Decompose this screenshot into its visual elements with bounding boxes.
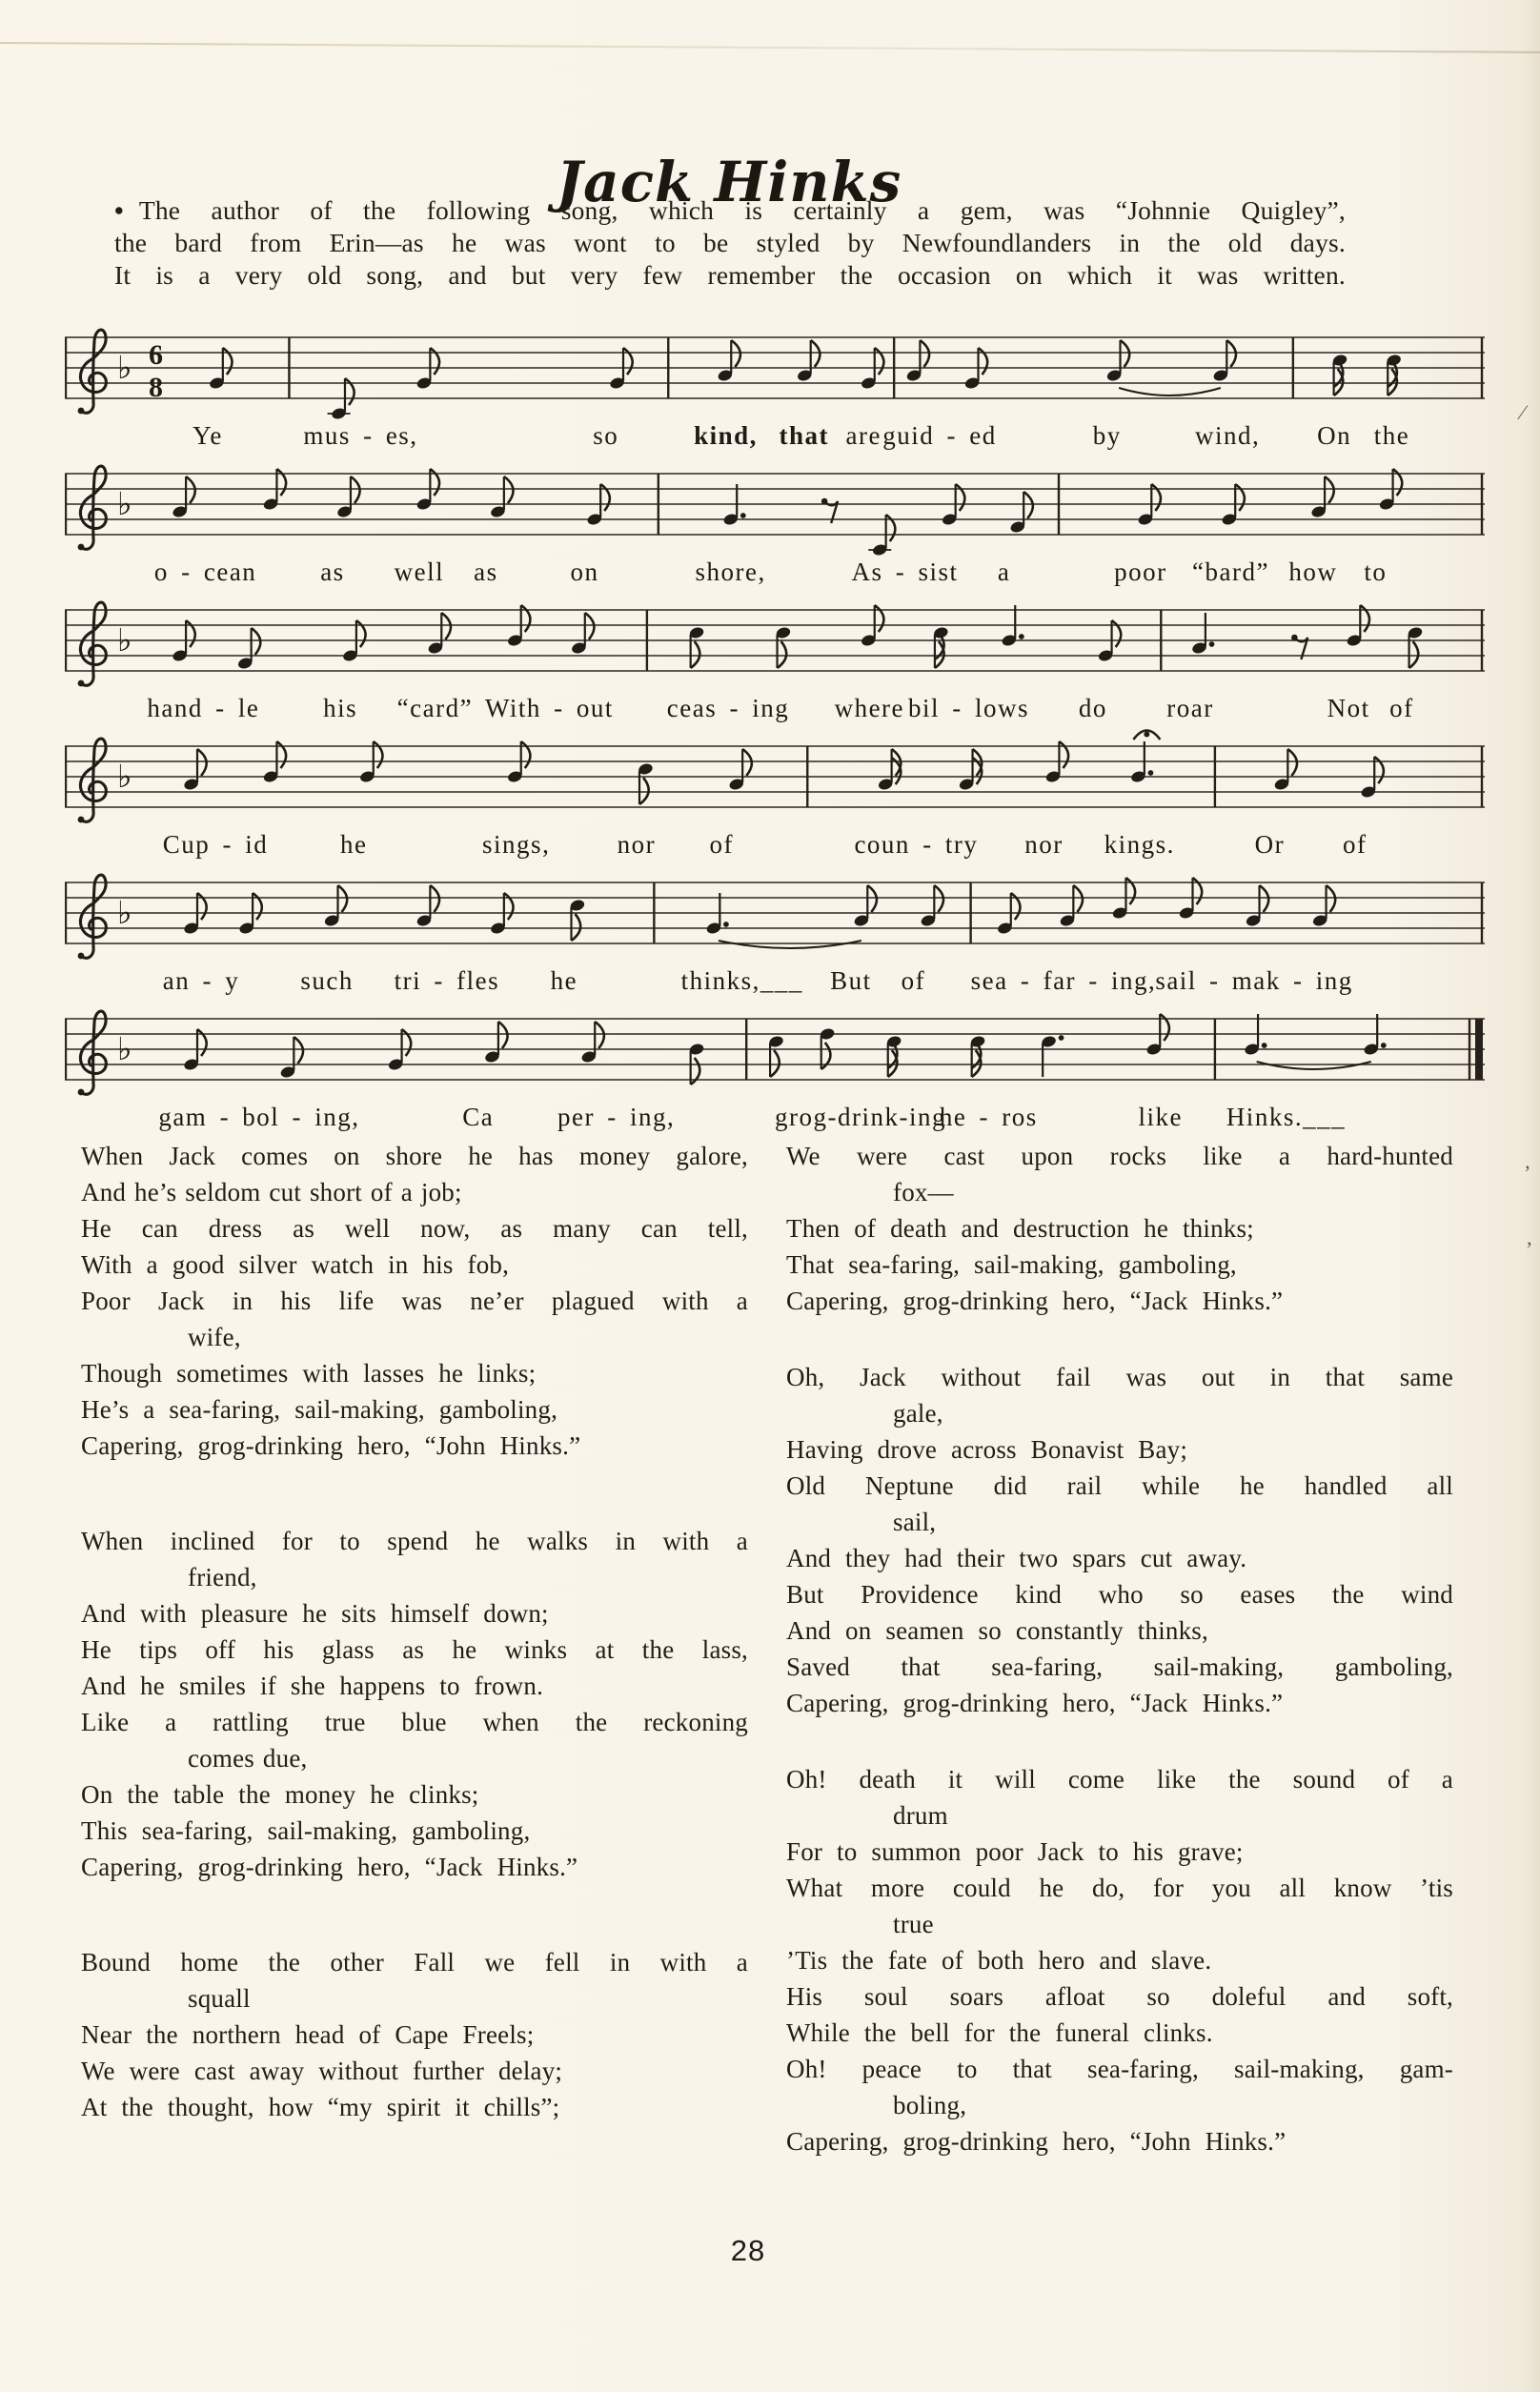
lyric-syllable: per - ing,: [557, 1103, 676, 1131]
slur: [1257, 1062, 1371, 1069]
staff-5: [65, 860, 1485, 996]
fermata-icon: [1133, 731, 1160, 740]
lyric-syllable: sail - mak - ing: [1155, 966, 1353, 995]
lyric-syllable: as: [474, 557, 498, 586]
stanza: [786, 1761, 1453, 2159]
lyrics-column-left: [81, 1138, 748, 2199]
lyric-syllable: as: [320, 557, 345, 586]
lyric-syllable: On: [1317, 421, 1352, 450]
eighth-note: [868, 515, 895, 557]
stanza: [81, 1138, 748, 1464]
time-signature: [149, 339, 163, 403]
lyric-syllable: Or: [1254, 830, 1286, 859]
flat-sign: ♭: [117, 758, 132, 795]
lyric-syllable: of: [1389, 694, 1414, 722]
verse-line: true: [893, 1910, 934, 1938]
verse-line: Capering, grog-drinking hero, “John Hinks.”: [81, 1431, 581, 1460]
staff-6-notation: [65, 996, 1485, 1108]
lyric-syllable: the: [1373, 421, 1410, 450]
lyric-syllable: Ye: [192, 421, 223, 450]
lyric-syllable: wind,: [1195, 421, 1261, 450]
page-title: Jack Hinks: [556, 149, 902, 214]
eighth-note: [1059, 885, 1083, 927]
lyric-syllable: tri - fles: [394, 966, 500, 995]
treble-clef-icon: [78, 330, 107, 414]
eighth-note: [878, 749, 902, 791]
lyric-syllable: Ca: [462, 1103, 495, 1131]
eighth-note: [323, 885, 347, 927]
lyric-syllable: mus - es,: [303, 421, 418, 450]
eighth-note: [1310, 476, 1334, 518]
verse-line: And he’s seldom cut short of a job;: [81, 1178, 462, 1206]
lyric-syllable: As - sist: [851, 557, 959, 586]
staff-3-notation: [65, 587, 1485, 699]
staff-lines: [65, 337, 1485, 398]
verse-line: And he smiles if she happens to frown.: [81, 1672, 544, 1700]
staff-2: [65, 451, 1485, 587]
eighth-note: [775, 626, 791, 668]
lyric-syllable: Hinks.___: [1226, 1103, 1347, 1131]
svg-text:8: 8: [149, 372, 163, 403]
verse-line: Capering, grog-drinking hero, “Jack Hinks.”: [786, 1689, 1284, 1717]
lyric-syllable: on: [570, 557, 599, 586]
stanza: [81, 1944, 748, 2125]
lyric-syllable: so: [593, 421, 619, 450]
sheet-music: [65, 314, 1485, 1132]
eighth-note: [768, 1035, 784, 1077]
lyric-syllable: an - y: [162, 966, 240, 995]
lyric-syllable: like: [1138, 1103, 1183, 1131]
lyric-syllable: he: [550, 966, 578, 995]
lyric-syllable: he: [340, 830, 368, 859]
verse-line: While the bell for the funeral clinks.: [786, 2018, 1213, 2047]
lyric-syllable: of: [1343, 830, 1368, 859]
staff-2-notation: [65, 451, 1485, 563]
stanza: [786, 1359, 1453, 1721]
verse-line: What more could he do, for you all know ’tis: [786, 1874, 1453, 1902]
verse-line: He can dress as well now, as many can tell,: [81, 1214, 748, 1243]
eighth-note: [688, 1043, 704, 1085]
intro-line: [114, 194, 1346, 227]
verse-line: friend,: [188, 1563, 257, 1591]
intro-line: the bard from Erin—as he was wont to be styled by Newfoundlanders in the old days.: [114, 228, 1346, 257]
eighth-note: [959, 749, 983, 791]
verse-line: On the table the money he clinks;: [81, 1780, 479, 1809]
lyric-syllable: his: [323, 694, 358, 722]
verse-line: When inclined for to spend he walks in with a: [81, 1527, 748, 1555]
lyric-syllable: such: [300, 966, 354, 995]
lyric-syllable: of: [709, 830, 734, 859]
lyric-syllable: gam - bol - ing,: [158, 1103, 360, 1131]
verse-line: Then of death and destruction he thinks;: [786, 1214, 1254, 1243]
eighth-note: [638, 762, 654, 804]
staff-5-lyrics: [65, 966, 1485, 997]
eighth-note: [1212, 340, 1236, 382]
verse-line: Oh! peace to that sea-faring, sail-making, gam-: [786, 2055, 1453, 2083]
eighth-note: [728, 749, 752, 791]
verse-line: Having drove across Bonavist Bay;: [786, 1435, 1188, 1464]
eighth-note: [1273, 749, 1297, 791]
lyric-syllable: grog-drink-ing: [775, 1103, 946, 1131]
verse-line: He tips off his glass as he winks at the lass,: [81, 1635, 748, 1664]
lyric-syllable: kind,: [694, 421, 758, 450]
treble-clef-icon: [78, 875, 107, 959]
staff-6: [65, 996, 1485, 1132]
final-barline-thick: [1475, 1019, 1483, 1080]
lyric-syllable: sings,: [482, 830, 551, 859]
eighth-note: [328, 378, 355, 420]
staff-lines: [65, 882, 1485, 943]
lyric-syllable: “card”: [396, 694, 474, 722]
eighth-note: [969, 1035, 985, 1077]
intro-line: It is a very old song, and but very few remember the occasion on which it was written.: [114, 260, 1346, 290]
eighth-note: [933, 626, 949, 668]
verse-line: Capering, grog-drinking hero, “Jack Hinks.”: [81, 1853, 578, 1881]
verse-line: That sea-faring, sail-making, gamboling,: [786, 1250, 1237, 1279]
lyric-syllable: With - out: [485, 694, 614, 722]
lyric-syllable: to: [1364, 557, 1388, 586]
verse-line: For to summon poor Jack to his grave;: [786, 1837, 1244, 1866]
staff-4-notation: [65, 723, 1485, 836]
verse-line: We were cast upon rocks like a hard-hunted: [786, 1142, 1453, 1170]
page-number: 28: [730, 2234, 766, 2267]
verse-line: This sea-faring, sail-making, gamboling,: [81, 1816, 531, 1845]
eighth-note: [886, 1035, 902, 1077]
intro-paragraph: [114, 194, 1346, 292]
lyric-syllable: kings.: [1104, 830, 1175, 859]
staff-5-notation: [65, 860, 1485, 972]
lyric-syllable: “bard”: [1192, 557, 1269, 586]
eighth-note: [484, 1022, 508, 1064]
intro-text: The author of the following song, which is certainly a gem, was “Johnnie Quigley”,: [138, 195, 1346, 225]
verse-line: Though sometimes with lasses he links;: [81, 1359, 537, 1388]
eighth-note: [336, 476, 360, 518]
staff-1-lyrics: [65, 421, 1485, 452]
verse-line: And on seamen so constantly thinks,: [786, 1616, 1208, 1645]
verse-line: sail,: [893, 1508, 937, 1536]
verse-line: And they had their two spars cut away.: [786, 1544, 1247, 1572]
verse-line: Oh, Jack without fail was out in that same: [786, 1363, 1453, 1391]
treble-clef-icon: [78, 466, 107, 550]
verse-line: With a good silver watch in his fob,: [81, 1250, 510, 1279]
verse-line: wife,: [188, 1323, 241, 1351]
eighth-note: [415, 885, 439, 927]
lyric-syllable: poor: [1114, 557, 1167, 586]
treble-clef-icon: [78, 1011, 107, 1095]
eighth-note: [237, 628, 261, 670]
staff-2-lyrics: [65, 557, 1485, 588]
lyric-syllable: shore,: [695, 557, 766, 586]
verse-line: He’s a sea-faring, sail-making, gamboling,: [81, 1395, 558, 1424]
lyric-syllable: are: [845, 421, 881, 450]
lyric-syllable: thinks,___: [680, 966, 803, 995]
lyric-syllable: that: [779, 421, 829, 450]
verse-line: Old Neptune did rail while he handled all: [786, 1471, 1453, 1500]
verse-line: fox—: [893, 1178, 954, 1206]
slur: [719, 941, 861, 948]
eighth-note: [1009, 492, 1033, 534]
lyric-syllable: coun - try: [854, 830, 979, 859]
lyric-syllable: hand - le: [147, 694, 260, 722]
flat-sign: ♭: [117, 1030, 132, 1067]
eighth-note: [490, 476, 514, 518]
verse-line: squall: [188, 1984, 251, 2013]
eighth-note: [580, 1022, 604, 1064]
bullet-icon: •: [114, 195, 124, 225]
staff-3: [65, 587, 1485, 723]
verse-line: gale,: [893, 1399, 943, 1428]
verse-line: Bound home the other Fall we fell in with a: [81, 1948, 748, 1976]
verse-line: Poor Jack in his life was ne’er plagued with a: [81, 1287, 748, 1315]
verse-line: We were cast away without further delay;: [81, 2057, 563, 2085]
eighth-note: [279, 1037, 303, 1079]
eighth-note: [853, 885, 877, 927]
eighth-note: [1041, 1035, 1064, 1077]
stanza: [786, 1138, 1453, 1319]
flat-sign: ♭: [117, 485, 132, 522]
verse-line: His soul soars afloat so doleful and soft,: [786, 1982, 1453, 2011]
staff-lines: [65, 610, 1485, 671]
staff-6-lyrics: [65, 1103, 1485, 1133]
verse-line: comes due,: [188, 1744, 308, 1773]
lyric-syllable: nor: [617, 830, 657, 859]
eighth-note: [1407, 626, 1423, 668]
verse-line: boling,: [893, 2091, 967, 2119]
eighth-note: [1245, 885, 1268, 927]
slur: [1119, 388, 1221, 395]
lyric-syllable: of: [901, 966, 926, 995]
lyric-syllable: roar: [1166, 694, 1214, 722]
treble-clef-icon: [78, 602, 107, 686]
eighth-note: [569, 899, 585, 941]
lyrics-column-right: [786, 1138, 1453, 2199]
stanza: [81, 1523, 748, 1885]
verse-line: And with pleasure he sits himself down;: [81, 1599, 549, 1628]
verse-line: Saved that sea-faring, sail-making, gamboling,: [786, 1652, 1453, 1681]
eighth-note: [571, 613, 595, 655]
scan-seam-line: [0, 42, 1540, 53]
staff-1-notation: [65, 314, 1485, 427]
eighth-note: [797, 340, 821, 382]
lyric-syllable: sea - far - ing,: [970, 966, 1157, 995]
eighth-note: [183, 749, 207, 791]
eighth-note: [920, 885, 943, 927]
verse-line: When Jack comes on shore he has money galore,: [81, 1142, 748, 1170]
eighth-note: [1105, 340, 1129, 382]
verse-line: At the thought, how “my spirit it chills”;: [81, 2093, 560, 2121]
scan-artifact: ’: [1524, 1161, 1531, 1185]
flat-sign: ♭: [117, 349, 132, 386]
verse-line: ’Tis the fate of both hero and slave.: [786, 1946, 1212, 1975]
lyric-syllable: a: [997, 557, 1011, 586]
verse-line: Near the northern head of Cape Freels;: [81, 2020, 535, 2049]
eighth-note: [1386, 354, 1402, 395]
eighth-note: [688, 626, 704, 668]
eighth-note: [819, 1027, 835, 1069]
lyric-syllable: where: [834, 694, 905, 722]
lyric-syllable: he - ros: [939, 1103, 1038, 1131]
lyric-syllable: Cup - id: [162, 830, 269, 859]
lyric-syllable: do: [1078, 694, 1107, 722]
verse-line: drum: [893, 1801, 948, 1830]
eighth-note: [717, 340, 740, 382]
staff-4: [65, 723, 1485, 860]
lyric-syllable: o - cean: [153, 557, 257, 586]
staff-3-lyrics: [65, 694, 1485, 724]
scan-artifact: ⁄: [1521, 400, 1525, 424]
flat-sign: ♭: [117, 621, 132, 659]
lyrics-section: [81, 1138, 1453, 2199]
lyric-syllable: how: [1288, 557, 1338, 586]
lyric-syllable: bil - lows: [908, 694, 1030, 722]
lyric-syllable: nor: [1024, 830, 1064, 859]
verse-line: Capering, grog-drinking hero, “Jack Hinks.”: [786, 1287, 1284, 1315]
verse-line: But Providence kind who so eases the wind: [786, 1580, 1453, 1609]
lyric-syllable: But: [830, 966, 872, 995]
eighth-note: [427, 613, 451, 655]
verse-line: Like a rattling true blue when the reckoning: [81, 1708, 748, 1736]
scan-artifact: ’: [1526, 1237, 1533, 1261]
eighth-note: [172, 476, 195, 518]
svg-text:6: 6: [149, 339, 163, 371]
lyric-syllable: by: [1092, 421, 1122, 450]
lyric-syllable: ceas - ing: [666, 694, 790, 722]
eighth-note: [1331, 354, 1348, 395]
staff-4-lyrics: [65, 830, 1485, 861]
verse-line: Capering, grog-drinking hero, “John Hinks.”: [786, 2127, 1287, 2156]
eighth-note: [1191, 613, 1215, 655]
lyric-syllable: Not: [1327, 694, 1370, 722]
flat-sign: ♭: [117, 894, 132, 931]
eighth-note: [905, 340, 929, 382]
verse-line: Oh! death it will come like the sound of a: [786, 1765, 1453, 1794]
eighth-note: [1312, 885, 1336, 927]
lyric-syllable: well: [394, 557, 445, 586]
lyric-syllable: guid - ed: [882, 421, 997, 450]
treble-clef-icon: [78, 739, 107, 822]
staff-1: [65, 314, 1485, 451]
staff-lines: [65, 1019, 1485, 1080]
